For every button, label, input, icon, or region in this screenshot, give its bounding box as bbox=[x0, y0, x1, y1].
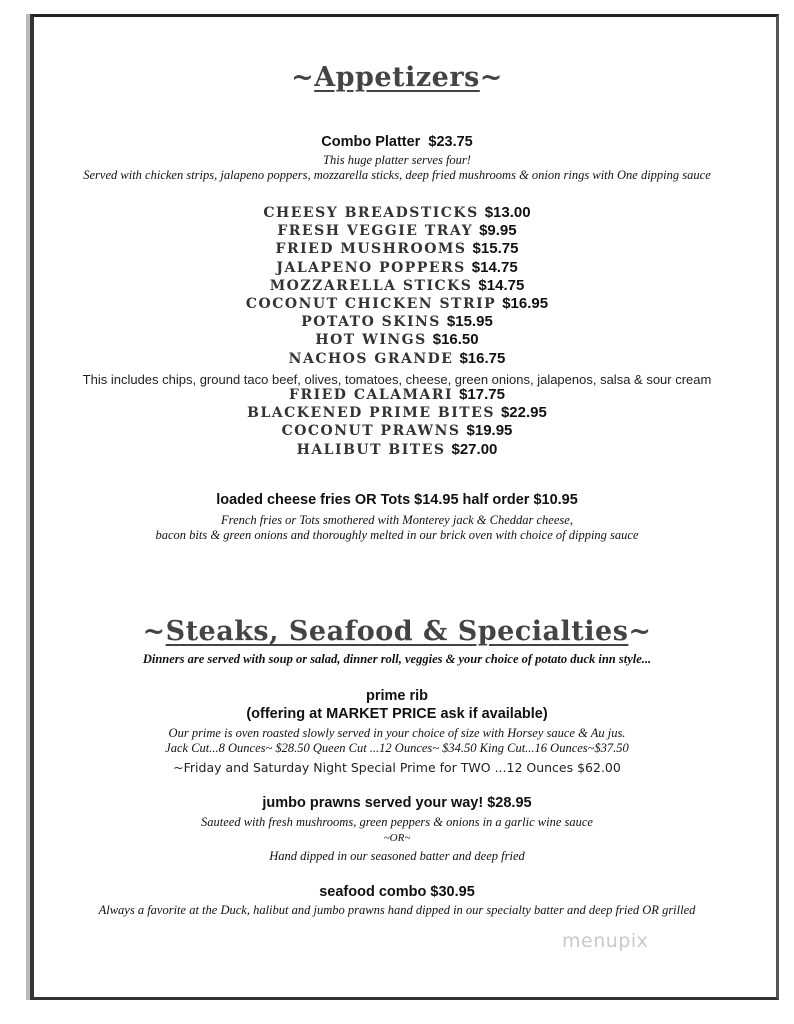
menu-item-price: $19.95 bbox=[466, 422, 513, 440]
menu-item bbox=[0, 277, 794, 294]
menu-item-price: $15.75 bbox=[472, 240, 519, 258]
menu-item bbox=[0, 350, 794, 367]
jumbo-prawns-title: jumbo prawns served your way! $28.95 bbox=[262, 795, 532, 811]
menu-item bbox=[0, 404, 794, 421]
menu-item-name: FRIED MUSHROOMS bbox=[275, 241, 467, 258]
seafood-combo-title: seafood combo $30.95 bbox=[319, 884, 475, 900]
menu-item-price: $22.95 bbox=[500, 404, 547, 422]
menu-item-price: $16.75 bbox=[459, 349, 506, 367]
prime-rib-subtitle: (offering at MARKET PRICE ask if available) bbox=[246, 706, 548, 722]
menu-item bbox=[0, 386, 794, 403]
loaded-fries-description-1: French fries or Tots smothered with Monterey jack & Cheddar cheese, bbox=[221, 513, 573, 527]
menu-item-price: $17.75 bbox=[459, 386, 505, 403]
menu-item bbox=[0, 331, 794, 348]
menu-item-price: $15.95 bbox=[446, 313, 493, 331]
prime-rib-special: ~Friday and Saturday Night Special Prime for TWO ...12 Ounces $62.00 bbox=[173, 760, 621, 775]
menu-item-name: FRIED CALAMARI bbox=[289, 387, 454, 403]
menu-item-name: BLACKENED PRIME BITES bbox=[247, 405, 495, 422]
jumbo-prawns-or: ~OR~ bbox=[383, 832, 411, 844]
menu-item bbox=[0, 313, 794, 330]
jumbo-prawns-description: Sauteed with fresh mushrooms, green peppers & onions in a garlic wine sauce bbox=[201, 815, 593, 829]
nachos-description: This includes chips, ground taco beef, olives, tomatoes, cheese, green onions, jalapenos, salsa & sour cream bbox=[82, 372, 712, 387]
menu-item-price: $16.95 bbox=[502, 295, 549, 312]
menu-item-name: JALAPENO POPPERS bbox=[276, 259, 466, 276]
menu-item bbox=[0, 259, 794, 276]
menu-item-price: $13.00 bbox=[484, 204, 531, 221]
menu-item-price: $9.95 bbox=[479, 222, 517, 240]
menu-item-price: $16.50 bbox=[432, 331, 479, 349]
menu-item-name: POTATO SKINS bbox=[301, 314, 441, 331]
combo-platter-title: Combo Platter $23.75 bbox=[321, 134, 473, 150]
steaks-heading: ~Steaks, Seafood & Specialties~ bbox=[142, 616, 652, 647]
loaded-fries-description-2: bacon bits & green onions and thoroughly melted in our brick oven with choice of dipping sauce bbox=[155, 528, 639, 542]
menu-item-name: NACHOS GRANDE bbox=[288, 350, 454, 367]
combo-platter-note: This huge platter serves four! bbox=[323, 153, 471, 167]
prime-rib-description: Our prime is oven roasted slowly served in your choice of size with Horsey sauce & Au jus. bbox=[168, 726, 626, 740]
menu-item-price: $27.00 bbox=[451, 440, 498, 458]
menu-item-name: COCONUT CHICKEN STRIP bbox=[245, 296, 497, 312]
loaded-fries-title: loaded cheese fries OR Tots $14.95 half order $10.95 bbox=[216, 492, 578, 508]
dinners-intro: Dinners are served with soup or salad, dinner roll, veggies & your choice of potato duck inn style... bbox=[142, 652, 652, 666]
seafood-combo-description: Always a favorite at the Duck, halibut and jumbo prawns hand dipped in our specialty batter and deep fried OR grilled bbox=[98, 903, 696, 917]
menu-item-name: FRESH VEGGIE TRAY bbox=[277, 223, 474, 240]
menu-item-name: COCONUT PRAWNS bbox=[281, 423, 461, 440]
menu-item-name: CHEESY BREADSTICKS bbox=[263, 205, 479, 221]
menupix-watermark: menupix bbox=[562, 930, 649, 952]
menu-item-name: HALIBUT BITES bbox=[296, 441, 446, 458]
menu-item-price: $14.75 bbox=[478, 276, 525, 294]
menu-item-name: MOZZARELLA STICKS bbox=[269, 277, 473, 294]
menu-item bbox=[0, 222, 794, 239]
combo-platter-description: Served with chicken strips, jalapeno poppers, mozzarella sticks, deep fried mushrooms & onion rings with One dipping sauce bbox=[83, 168, 711, 182]
menu-item-name: HOT WINGS bbox=[315, 332, 427, 349]
menu-item bbox=[0, 295, 794, 312]
menu-item-price: $14.75 bbox=[471, 258, 518, 276]
menu-item bbox=[0, 422, 794, 439]
prime-rib-title: prime rib bbox=[365, 688, 429, 704]
jumbo-prawns-alternative: Hand dipped in our seasoned batter and deep fried bbox=[269, 849, 525, 863]
prime-rib-cuts: Jack Cut...8 Ounces~ $28.50 Queen Cut ...12 Ounces~ $34.50 King Cut...16 Ounces~$37.50 bbox=[165, 741, 629, 755]
menu-item bbox=[0, 204, 794, 221]
menu-item bbox=[0, 441, 794, 458]
menu-item bbox=[0, 240, 794, 257]
appetizers-heading: ~Appetizers~ bbox=[291, 62, 503, 93]
